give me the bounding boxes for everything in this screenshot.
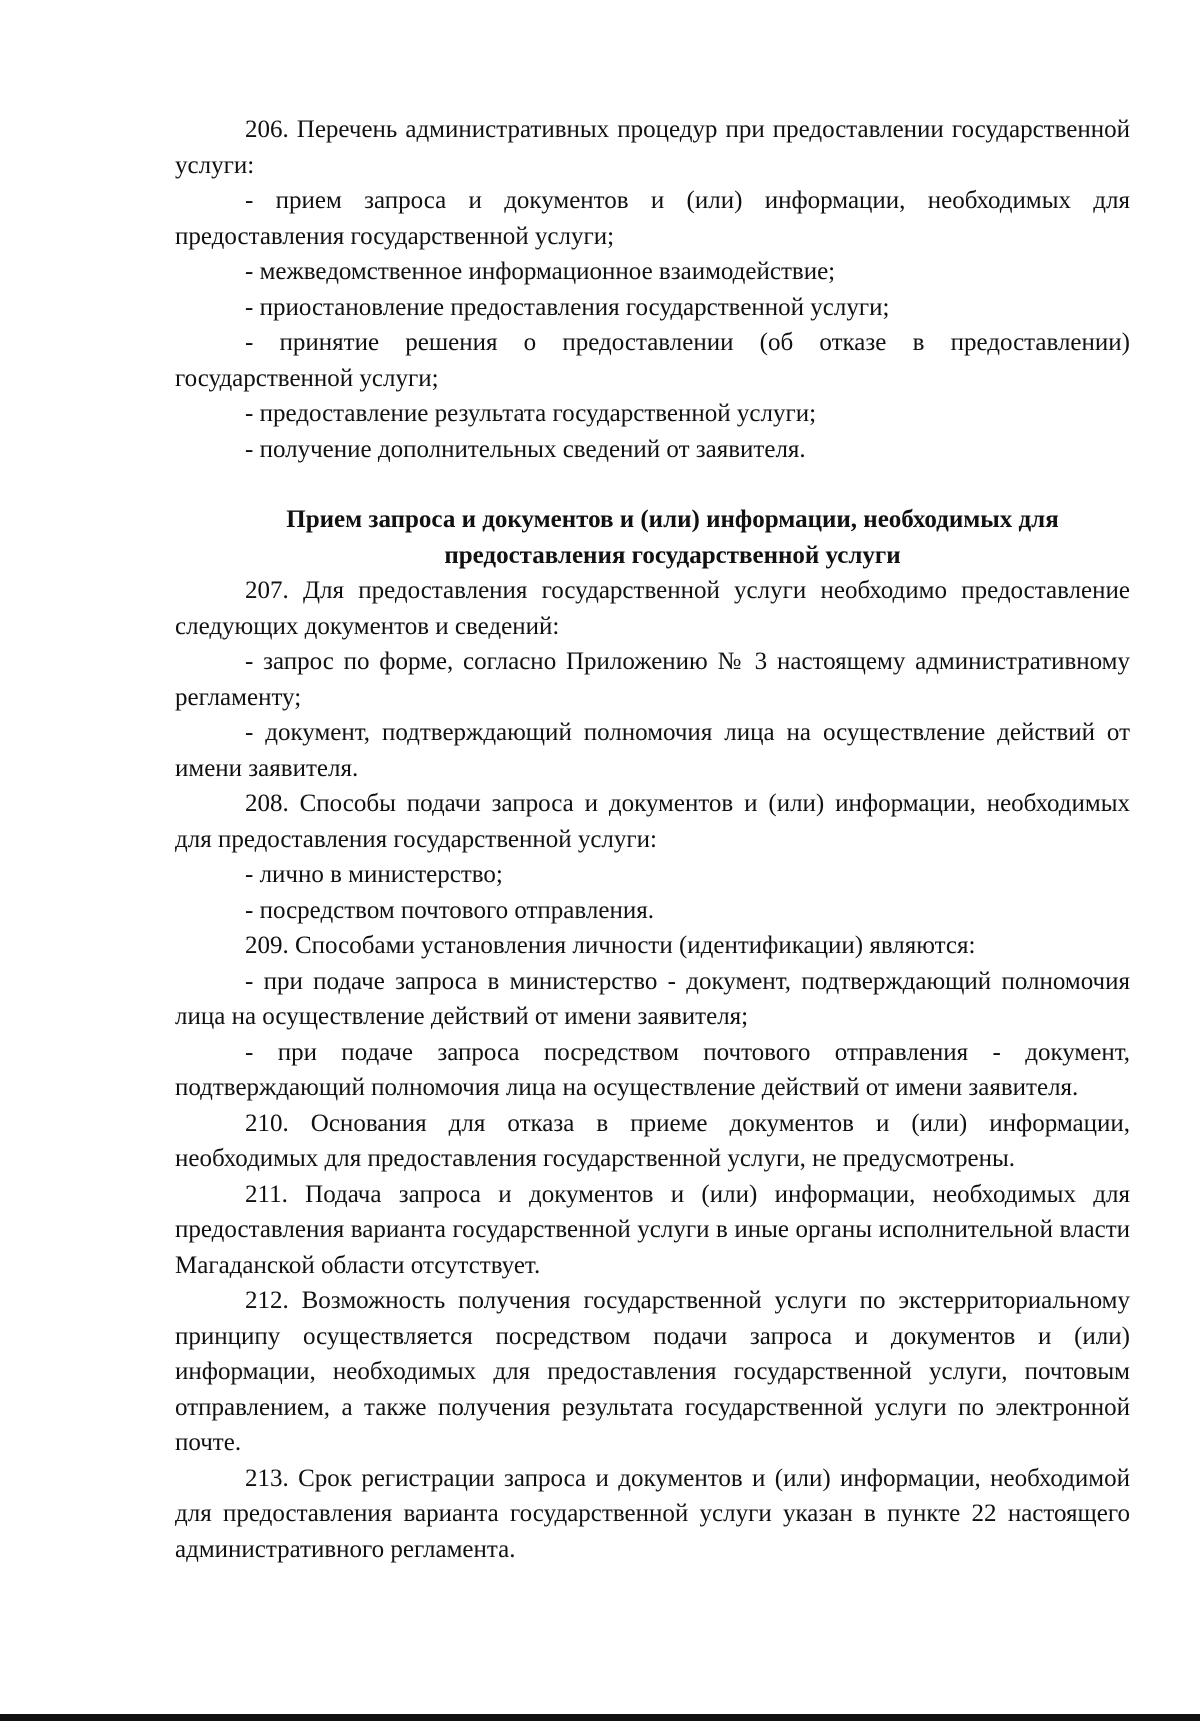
list-item-result-delivery: - предоставление результата государственной услуги; <box>245 400 817 427</box>
page-bottom-rule <box>0 1714 1200 1721</box>
paragraph-210: 210. Основания для отказа в приеме документов и (или) информации, необходимых для предоставления государственной услуги, не предусмотрены. <box>175 1109 1130 1172</box>
paragraph-211: 211. Подача запроса и документов и (или) информации, необходимых для предоставления варианта государственной услуги в иные органы исполнительной власти Магаданской области отсутствует. <box>175 1180 1130 1279</box>
list-item-additional-info: - получение дополнительных сведений от заявителя. <box>245 435 806 463</box>
list-item-request-form: - запрос по форме, согласно Приложению № 3 настоящему административному регламенту; <box>175 648 1130 711</box>
paragraph-206: 206. Перечень административных процедур при предоставлении государственной услуги: <box>175 116 1130 179</box>
section-heading: Прием запроса и документов и (или) информации, необходимых для предоставления государственной услуги <box>286 506 1059 569</box>
list-item-suspension: - приостановление предоставления государственной услуги; <box>245 293 890 321</box>
paragraph-207: 207. Для предоставления государственной услуги необходимо предоставление следующих документов и сведений: <box>175 577 1130 640</box>
paragraph-209: 209. Способами установления личности (идентификации) являются: <box>245 932 976 959</box>
list-item-decision: - принятие решения о предоставлении (об отказе в предоставлении) государственной услуги; <box>175 329 1130 392</box>
list-item-identification-mail: - при подаче запроса посредством почтового отправления - документ, подтверждающий полномочия лица на осуществление действий от имени заявителя. <box>175 1038 1130 1101</box>
list-item-by-mail: - посредством почтового отправления. <box>245 896 654 924</box>
paragraph-213: 213. Срок регистрации запроса и документов и (или) информации, необходимой для предоставления варианта государственной услуги указан в пункте 22 настоящего административного регламента. <box>175 1464 1130 1563</box>
list-item-interagency-interaction: - межведомственное информационное взаимодействие; <box>245 258 836 285</box>
list-item-in-person: - лично в министерство; <box>245 861 503 888</box>
paragraph-212: 212. Возможность получения государственной услуги по экстерриториальному принципу осуществляется посредством подачи запроса и документов и (или) информации, необходимых для предоставления государственной услуги, почтовым отправлением, а также получения результата государственной услуги по электронной почте. <box>175 1287 1130 1456</box>
list-item-identification-ministry: - при подаче запроса в министерство - документ, подтверждающий полномочия лица на осуществление действий от имени заявителя; <box>175 967 1130 1030</box>
list-item-authority-document: - документ, подтверждающий полномочия лица на осуществление действий от имени заявителя. <box>175 719 1130 782</box>
paragraph-208: 208. Способы подачи запроса и документов и (или) информации, необходимых для предоставления государственной услуги: <box>175 790 1130 853</box>
list-item-request-reception: - прием запроса и документов и (или) информации, необходимых для предоставления государственной услуги; <box>175 187 1130 250</box>
document-page <box>175 112 1130 1567</box>
